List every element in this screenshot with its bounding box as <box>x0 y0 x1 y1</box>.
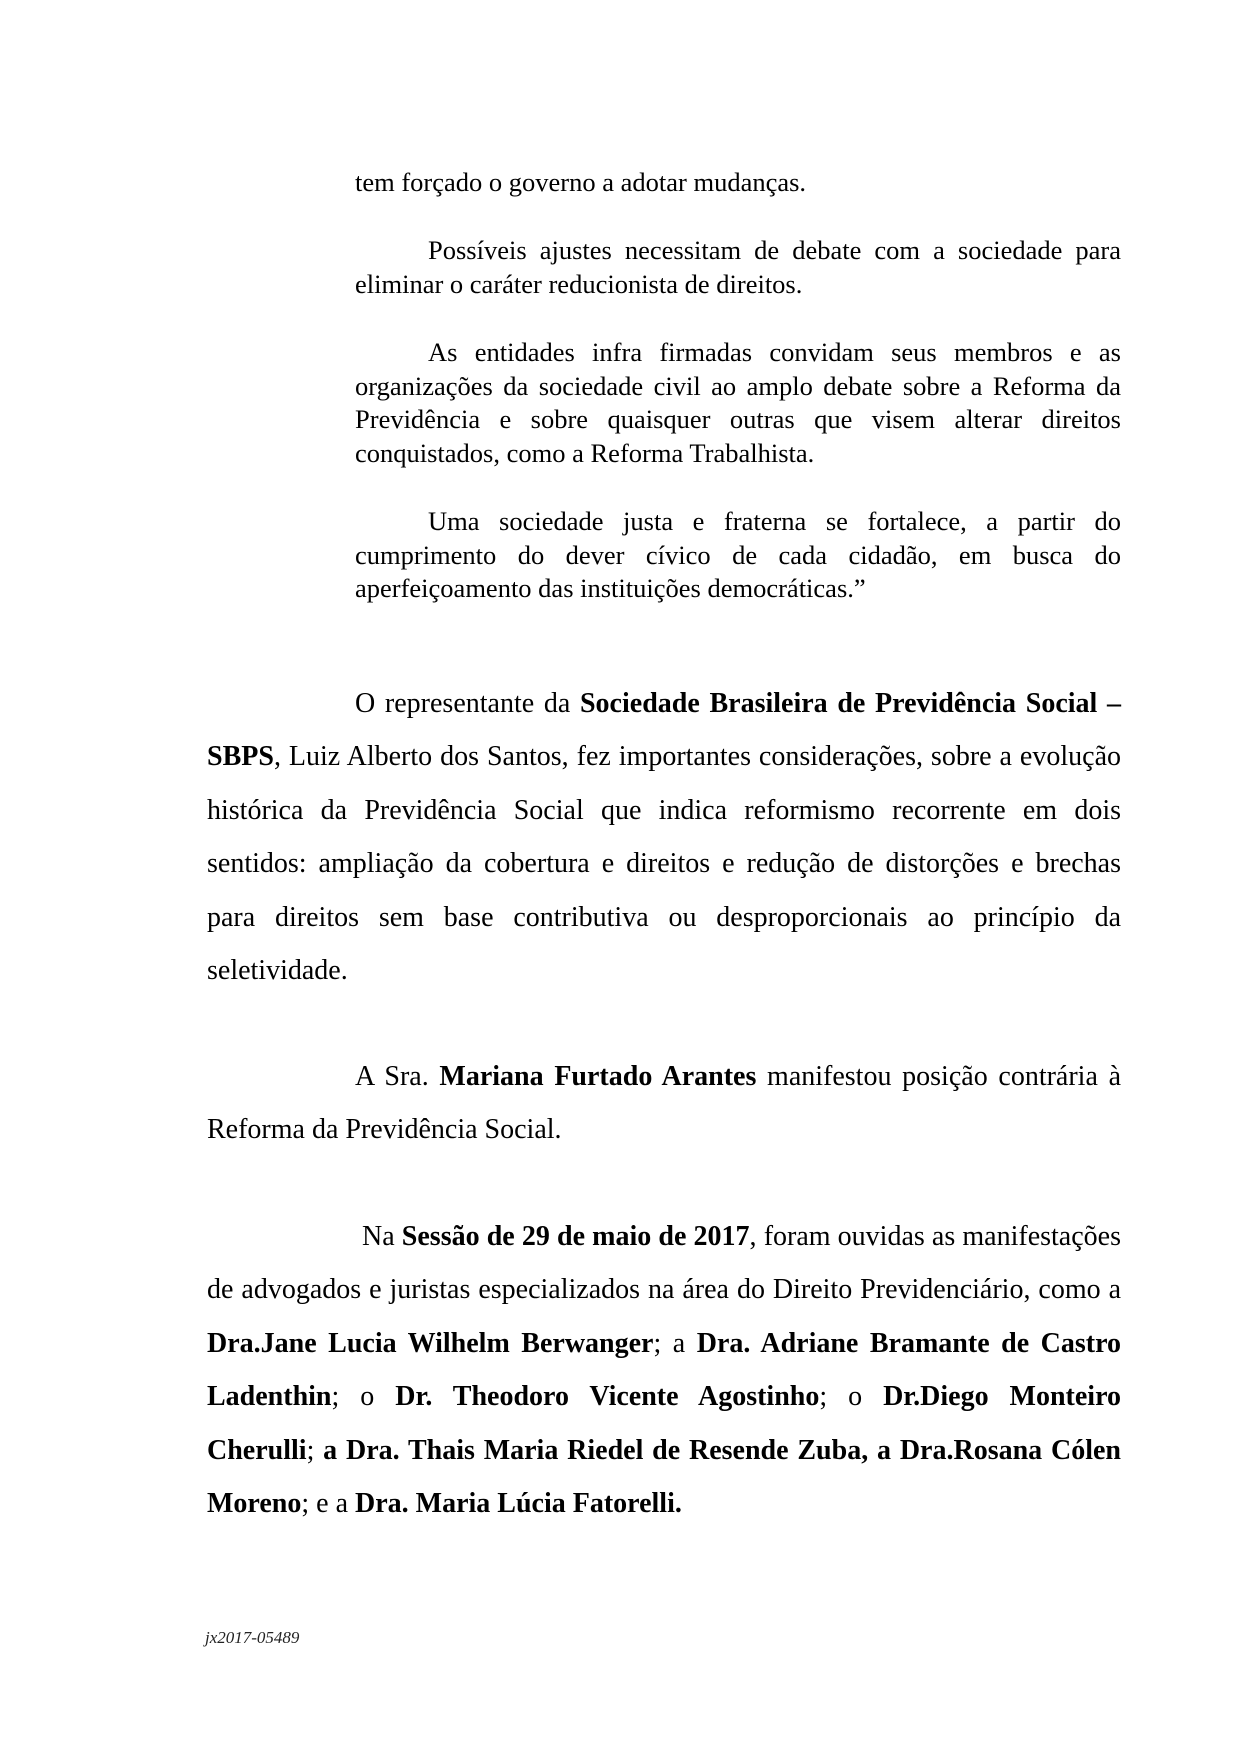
quote-text: tem forçado o governo a adotar mudanças. <box>355 167 807 197</box>
quote-paragraph-4 <box>355 505 1121 606</box>
document-id-footer: jx2017-05489 <box>205 1628 300 1647</box>
text-run: A Sra. <box>355 1061 440 1092</box>
organization-name: Sociedade Brasileira de Previdência Social – SBPS <box>207 688 1122 773</box>
text-run: , Luiz Alberto dos Santos, fez importantes considerações, sobre a evolução histórica da Previdência Social que indica reformismo recorrente em dois sentidos: ampliação da cobertura e direitos e redução de distorções e brechas para direitos sem base contributiva ou desproporcionais ao princípio da seletividade. <box>207 741 1121 987</box>
paragraph-text <box>207 677 1121 997</box>
text-run: ; o <box>819 1381 884 1413</box>
text-run: ; <box>306 1434 324 1466</box>
quote-paragraph-1 <box>355 166 1121 200</box>
session-date: Sessão de 29 de maio de 2017 <box>401 1221 750 1252</box>
person-name: Mariana Furtado Arantes <box>439 1061 757 1092</box>
quote-text: Uma sociedade justa e fraterna se fortalece, a partir do cumprimento do dever cívico de cada cidadão, em busca do aperfeiçoamento das instituições democráticas.” <box>355 506 1121 604</box>
text-run: , foram ouvidas as manifestações de advogados e juristas especializados na área do Direito Previdenciário, como a <box>207 1221 1121 1306</box>
body-paragraph-session <box>207 1210 1121 1530</box>
person-name: Dr. Theodoro Vicente Agostinho <box>395 1381 820 1413</box>
quote-paragraph-3 <box>355 336 1121 470</box>
text-run: ; a <box>653 1327 697 1359</box>
person-name: Dra. Adriane Bramante de Castro Ladenthin <box>207 1327 1122 1413</box>
quote-paragraph-2 <box>355 234 1121 301</box>
quote-text: As entidades infra firmadas convidam seus membros e as organizações da sociedade civil ao amplo debate sobre a Reforma da Previdência e sobre quaisquer outras que visem alterar direitos conquistados, como a Reforma Trabalhista. <box>355 337 1121 468</box>
paragraph-text <box>207 1210 1121 1530</box>
body-paragraph-mariana <box>207 1050 1121 1157</box>
person-names: a Dra. Thais Maria Riedel de Resende Zuba, a Dra.Rosana Cólen Moreno <box>207 1434 1121 1520</box>
quote-text: Possíveis ajustes necessitam de debate com a sociedade para eliminar o caráter reducionista de direitos. <box>355 235 1121 299</box>
paragraph-text <box>207 1050 1121 1157</box>
body-paragraph-sbps <box>207 677 1121 997</box>
person-name: Dr.Diego Monteiro Cherulli <box>207 1381 1122 1466</box>
text-run: ; e a <box>301 1488 355 1520</box>
person-name: Dra.Jane Lucia Wilhelm Berwanger <box>207 1327 654 1359</box>
text-run: ; o <box>331 1381 396 1413</box>
text-run: Na <box>362 1221 402 1252</box>
text-run: O representante da <box>355 688 580 719</box>
person-name: Dra. Maria Lúcia Fatorelli. <box>355 1488 682 1520</box>
text-run: manifestou posição contrária à Reforma da Previdência Social. <box>207 1061 1122 1146</box>
